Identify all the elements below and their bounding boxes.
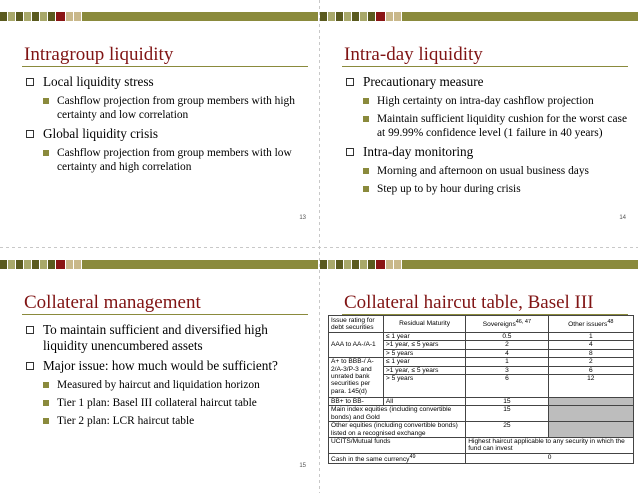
slide-collateral-haircut-table — [320, 248, 638, 493]
slide-intra-day-liquidity — [320, 0, 638, 245]
slide-intragroup-liquidity — [0, 0, 318, 245]
square-bullet-icon — [43, 382, 49, 388]
page-number: 14 — [619, 215, 626, 221]
bullet-list — [24, 318, 308, 428]
page-number: 15 — [299, 463, 306, 469]
title-rule — [342, 66, 628, 67]
decorative-bar — [0, 260, 318, 269]
square-bullet-icon — [43, 98, 49, 104]
maturity-cell: All — [383, 398, 465, 406]
slide-title: Collateral management — [24, 292, 201, 313]
rating-group-label: AAA to AA-/A-1 — [329, 333, 384, 358]
other-value: 6 — [548, 366, 633, 374]
square-bullet-icon — [363, 168, 369, 174]
bullet-item: To maintain sufficient and diversified high liquidity unencumbered assets — [24, 322, 308, 354]
asset-label: UCITS/Mutual funds — [329, 438, 466, 454]
maturity-cell: ≤ 1 year — [383, 358, 465, 366]
sub-bullet-item: High certainty on intra-day cashflow projection — [344, 94, 628, 108]
checkbox-bullet-icon — [346, 78, 354, 86]
table-header-row — [329, 316, 634, 333]
maturity-cell: >1 year, ≤ 5 years — [383, 341, 465, 349]
sub-bullet-item: Maintain sufficient liquidity cushion for the worst case at 99.99% confidence level (1 failure in 40 years) — [344, 112, 628, 140]
header-sovereigns: Sovereigns$^{46, 47}$ — [466, 316, 548, 333]
not-eligible-cell — [548, 398, 633, 406]
haircut-table — [328, 315, 634, 464]
square-bullet-icon — [43, 150, 49, 156]
other-value: 1 — [548, 333, 633, 341]
haircut-value: Highest haircut applicable to any security in which the fund can invest — [466, 438, 634, 454]
table-row — [329, 333, 634, 341]
sovereign-value: 15 — [466, 398, 548, 406]
sub-bullet-item: Morning and afternoon on usual business days — [344, 164, 628, 178]
other-value: 4 — [548, 341, 633, 349]
checkbox-bullet-icon — [26, 326, 34, 334]
sub-bullet-item: Tier 2 plan: LCR haircut table — [24, 414, 308, 428]
bullet-list — [344, 70, 628, 196]
table-row — [329, 406, 634, 422]
other-value: 2 — [548, 358, 633, 366]
slide-collateral-management — [0, 248, 318, 493]
sub-bullet-item: Measured by haircut and liquidation horizon — [24, 378, 308, 392]
page-number: 13 — [299, 215, 306, 221]
maturity-cell: > 5 years — [383, 375, 465, 398]
haircut-value: 25 — [466, 422, 548, 438]
table-row — [329, 398, 634, 406]
table-row — [329, 438, 634, 454]
maturity-cell: >1 year, ≤ 5 years — [383, 366, 465, 374]
checkbox-bullet-icon — [26, 362, 34, 370]
table-row — [329, 422, 634, 438]
table-row — [329, 453, 634, 464]
rating-group-label: A+ to BBB-/ A-2/A-3/P-3 and unrated bank securities per para. 145(d) — [329, 358, 384, 398]
sub-bullet-item: Cashflow projection from group members with high certainty and low correlation — [24, 94, 308, 122]
sub-bullet-item: Cashflow projection from group members with low certainty and high correlation — [24, 146, 308, 174]
sovereign-value: 0.5 — [466, 333, 548, 341]
title-rule — [22, 314, 308, 315]
decorative-bar — [0, 12, 318, 21]
header-issue-rating: Issue rating for debt securities — [329, 316, 384, 333]
bullet-item: Local liquidity stress — [24, 74, 308, 90]
bullet-item: Precautionary measure — [344, 74, 628, 90]
slide-title: Intra-day liquidity — [344, 44, 483, 65]
other-value: 8 — [548, 349, 633, 357]
checkbox-bullet-icon — [26, 130, 34, 138]
sovereign-value: 4 — [466, 349, 548, 357]
square-bullet-icon — [363, 186, 369, 192]
bullet-list — [24, 70, 308, 174]
square-bullet-icon — [363, 116, 369, 122]
square-bullet-icon — [363, 98, 369, 104]
decorative-bar — [320, 12, 638, 21]
maturity-cell: > 5 years — [383, 349, 465, 357]
haircut-value: 15 — [466, 406, 548, 422]
square-bullet-icon — [43, 418, 49, 424]
sub-bullet-item: Step up to by hour during crisis — [344, 182, 628, 196]
header-other-issuers: Other issuers$^{48}$ — [548, 316, 633, 333]
square-bullet-icon — [43, 400, 49, 406]
asset-label: Cash in the same currency$^{49}$ — [329, 453, 466, 464]
sovereign-value: 2 — [466, 341, 548, 349]
sovereign-value: 3 — [466, 366, 548, 374]
decorative-bar — [320, 260, 638, 269]
sovereign-value: 6 — [466, 375, 548, 398]
maturity-cell: ≤ 1 year — [383, 333, 465, 341]
asset-label: Other equities (including convertible bonds) listed on a recognised exchange — [329, 422, 466, 438]
header-residual-maturity: Residual Maturity — [383, 316, 465, 333]
sovereign-value: 1 — [466, 358, 548, 366]
asset-label: Main index equities (including convertible bonds) and Gold — [329, 406, 466, 422]
other-value: 12 — [548, 375, 633, 398]
bullet-item: Global liquidity crisis — [24, 126, 308, 142]
slide-title: Collateral haircut table, Basel III — [344, 292, 594, 313]
table-row — [329, 358, 634, 366]
title-rule — [22, 66, 308, 67]
haircut-value: 0 — [466, 453, 634, 464]
checkbox-bullet-icon — [26, 78, 34, 86]
sub-bullet-item: Tier 1 plan: Basel III collateral haircut table — [24, 396, 308, 410]
bullet-item: Intra-day monitoring — [344, 144, 628, 160]
checkbox-bullet-icon — [346, 148, 354, 156]
rating-group-label: BB+ to BB- — [329, 398, 384, 406]
bullet-item: Major issue: how much would be sufficient? — [24, 358, 308, 374]
slide-title: Intragroup liquidity — [24, 44, 174, 65]
